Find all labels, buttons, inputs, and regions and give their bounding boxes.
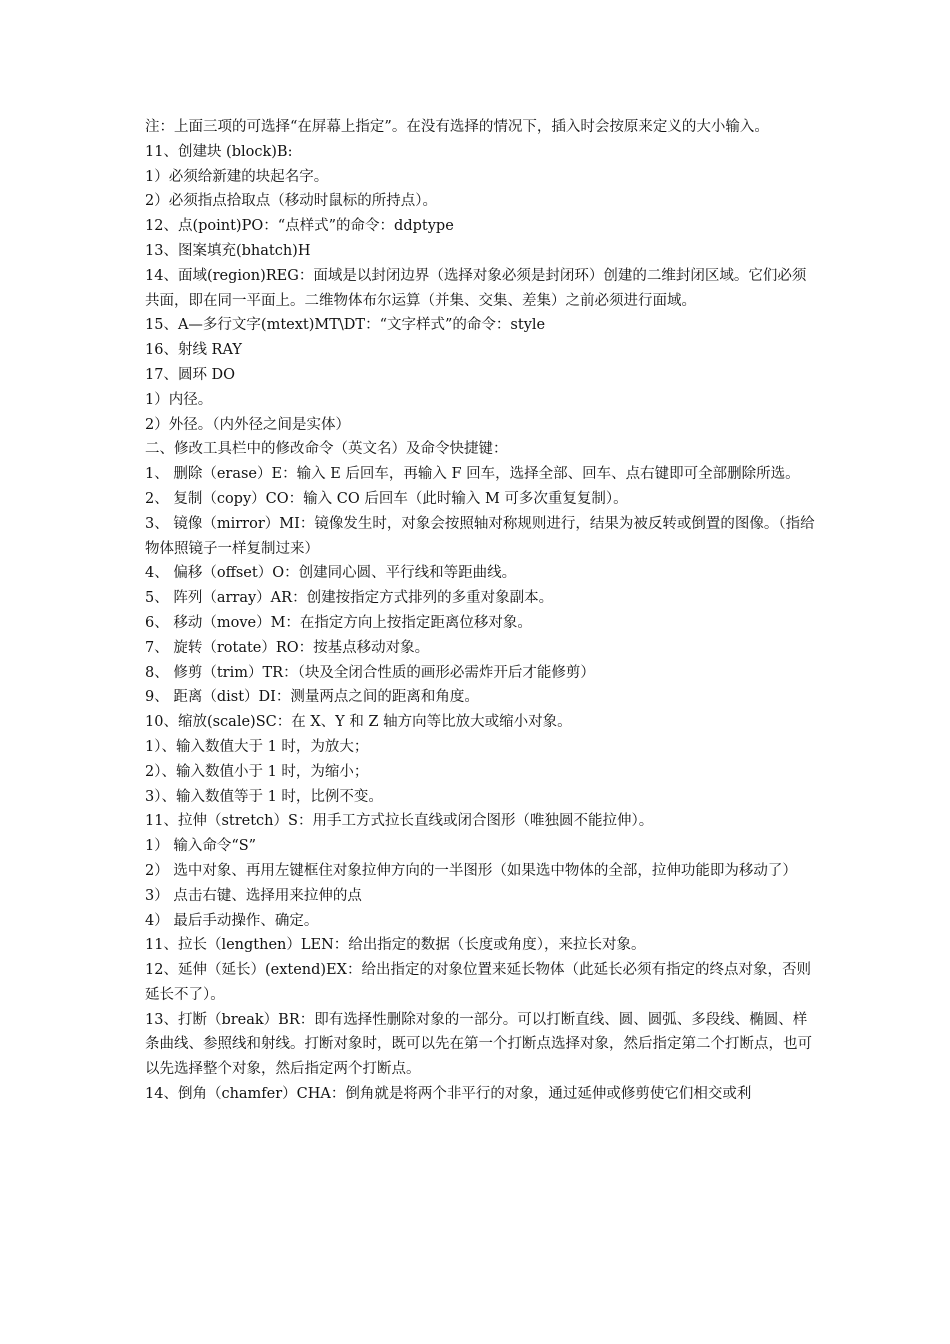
paragraph: 1）、输入数值大于 1 时，为放大； [145,738,369,755]
paragraph: 13、打断（break）BR：即有选择性删除对象的一部分。可以打断直线、圆、圆弧、多段线、椭圆、样条曲线、参照线和射线。打断对象时，既可以先在第一个打断点选择对象，然后指定第二个打断点，也可以先选择整个对象，然后指定两个打断点。 [145,1011,812,1078]
paragraph: 12、点(point)PO：“点样式”的命令：ddptype [145,218,454,235]
paragraph: 4） 最后手动操作、确定。 [145,912,319,929]
paragraph: 3） 点击右键、选择用来拉伸的点 [145,887,362,904]
paragraph: 13、图案填充(bhatch)H [145,242,311,259]
paragraph: 5、 阵列（array）AR：创建按指定方式排列的多重对象副本。 [145,590,554,607]
paragraph: 8、 修剪（trim）TR：（块及全闭合性质的画形必需炸开后才能修剪） [145,664,595,681]
paragraph: 10、缩放(scale)SC：在 X、Y 和 Z 轴方向等比放大或缩小对象。 [145,714,572,731]
paragraph: 2） 选中对象、再用左键框住对象拉伸方向的一半图形（如果选中物体的全部，拉伸功能即为移动了） [145,862,797,879]
paragraph: 1）内径。 [145,391,213,408]
paragraph: 3）、输入数值等于 1 时，比例不变。 [145,788,383,805]
paragraph: 2）、输入数值小于 1 时，为缩小； [145,763,369,780]
paragraph: 4、 偏移（offset）O：创建同心圆、平行线和等距曲线。 [145,565,517,582]
paragraph: 1） 输入命令“S” [145,838,257,855]
paragraph: 12、延伸（延长）(extend)EX：给出指定的对象位置来延长物体（此延长必须有指定的终点对象，否则延长不了）。 [145,962,811,1003]
paragraph: 3、 镜像（mirror）MI：镜像发生时，对象会按照轴对称规则进行，结果为被反转或倒置的图像。（指给物体照镜子一样复制过来） [145,515,815,557]
paragraph: 14、面域(region)REG：面域是以封闭边界（选择对象必须是封闭环）创建的二维封闭区域。它们必须共面，即在同一平面上。二维物体布尔运算（并集、交集、差集）之前必须进行面域。 [145,267,807,309]
paragraph: 11、创建块 (block)B: [145,143,293,160]
paragraph: 1）必须给新建的块起名字。 [145,168,329,185]
paragraph: 2）必须指点拾取点（移动时鼠标的所持点）。 [145,193,437,210]
paragraph: 15、A—多行文字(mtext)MT\DT：“文字样式”的命令：style [145,317,546,334]
document-body [145,115,815,1107]
paragraph: 1、 删除（erase）E：输入 E 后回车，再输入 F 回车，选择全部、回车、点右键即可全部删除所选。 [145,466,800,483]
paragraph: 11、拉伸（stretch）S：用手工方式拉长直线或闭合图形（唯独圆不能拉伸）。 [145,813,654,830]
paragraph: 11、拉长（lengthen）LEN：给出指定的数据（长度或角度），来拉长对象。 [145,937,646,954]
paragraph: 7、 旋转（rotate）RO：按基点移动对象。 [145,639,430,656]
paragraph: 9、 距离（dist）DI：测量两点之间的距离和角度。 [145,689,479,706]
paragraph: 16、射线 RAY [145,342,242,359]
paragraph: 6、 移动（move）M：在指定方向上按指定距离位移对象。 [145,614,532,631]
paragraph: 2）外径。（内外径之间是实体） [145,416,350,433]
paragraph: 17、圆环 DO [145,366,236,383]
section-heading: 二、修改工具栏中的修改命令（英文名）及命令快捷键： [145,441,508,458]
paragraph: 注：上面三项的可选择“在屏幕上指定”。在没有选择的情况下，插入时会按原来定义的大小输入。 [145,119,769,135]
paragraph: 2、 复制（copy）CO：输入 CO 后回车（此时输入 M 可多次重复复制）。 [145,490,628,507]
paragraph: 14、倒角（chamfer）CHA：倒角就是将两个非平行的对象，通过延伸或修剪使它们相交或利 [145,1086,752,1103]
